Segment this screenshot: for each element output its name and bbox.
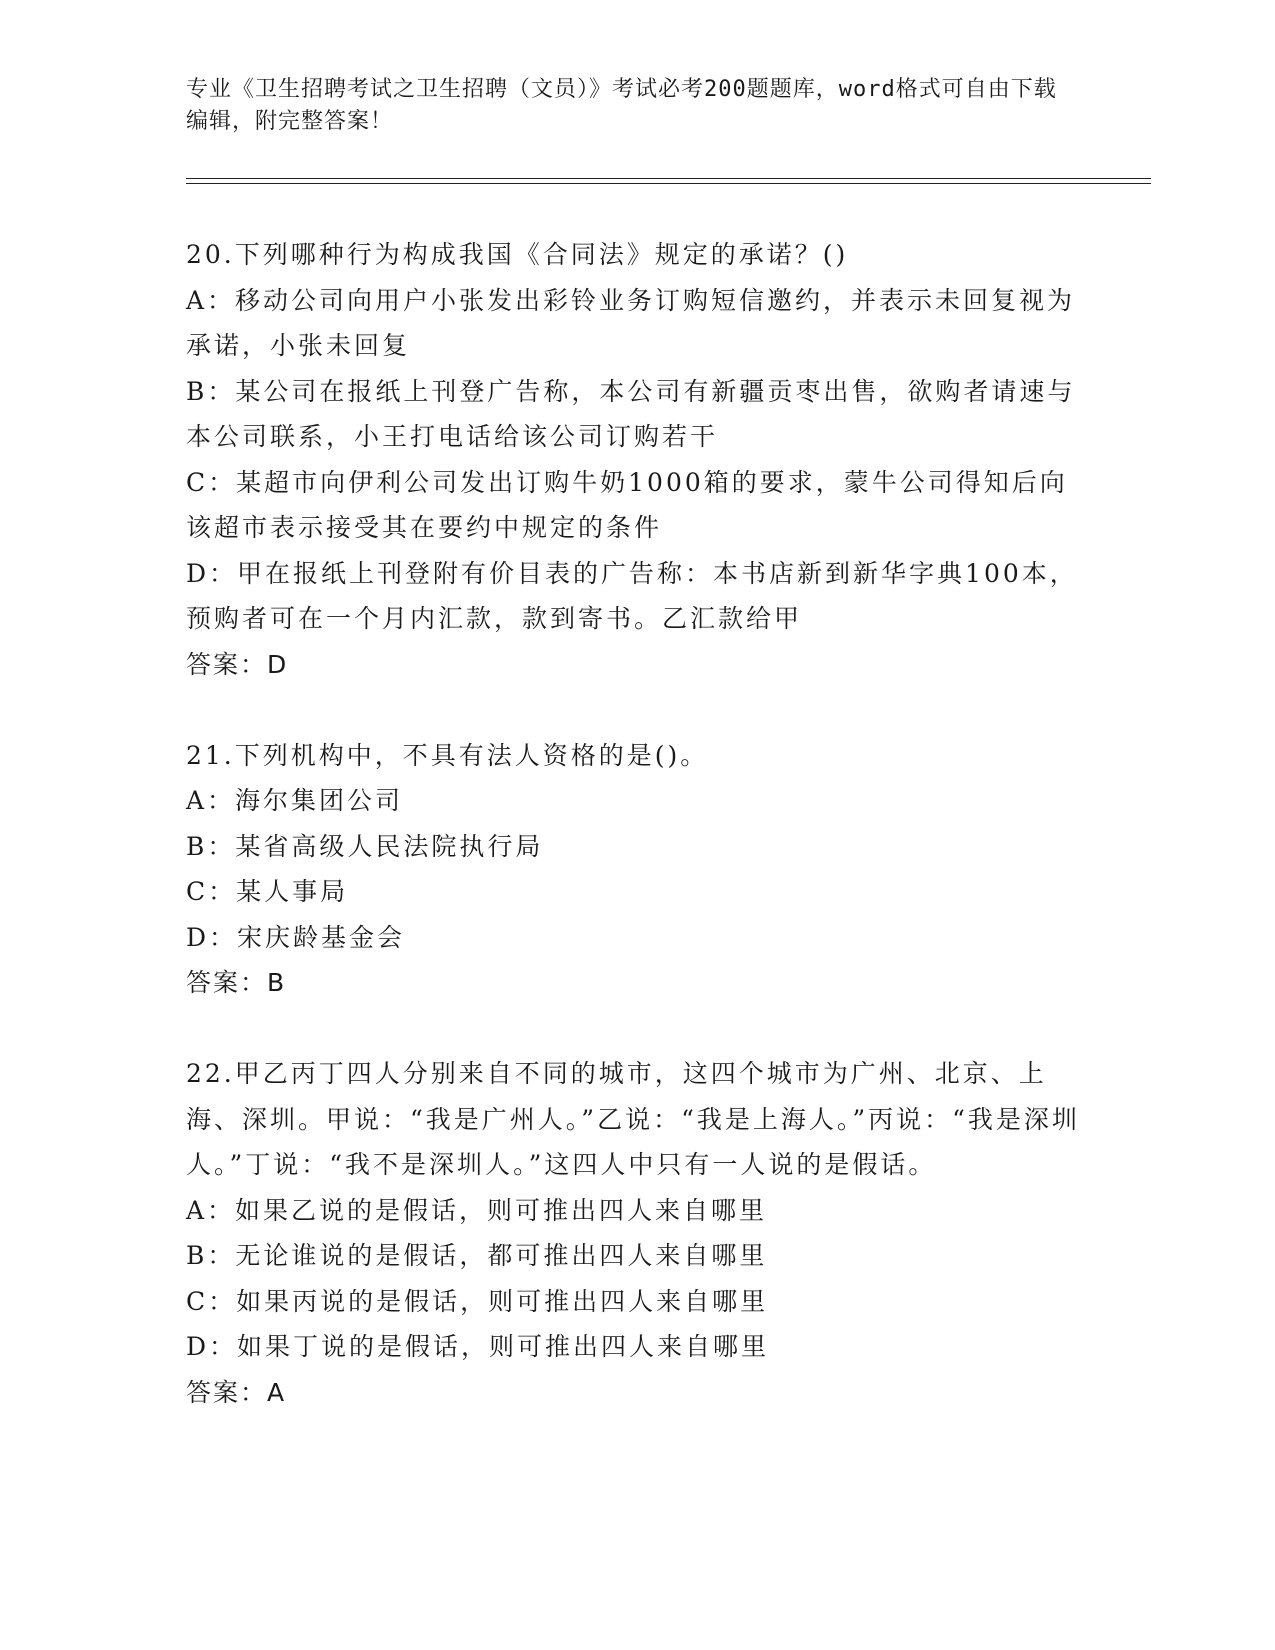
question-stem: 22.甲乙丙丁四人分别来自不同的城市，这四个城市为广州、北京、上海、深圳。甲说：“我是广州人。”乙说：“我是上海人。”丙说：“我是深圳人。”丁说：“我不是深圳人。”这四人中只有一人说的是假话。 [186,1059,1080,1179]
option-c: C：某人事局 [186,877,349,906]
answer-line: 答案：B [186,968,287,997]
question-20 [186,232,1086,687]
option-d: D：甲在报纸上刊登附有价目表的广告称：本书店新到新华字典100本，预购者可在一个月内汇款，款到寄书。乙汇款给甲 [186,558,1078,633]
question-stem: 21.下列机构中，不具有法人资格的是()。 [186,740,709,770]
answer-line: 答案：A [186,1377,287,1407]
answer-line: 答案：D [186,649,289,679]
question-21 [186,733,1086,1006]
option-b: B：某公司在报纸上刊登广告称，本公司有新疆贡枣出售，欲购者请速与本公司联系，小王打电话给该公司订购若干 [186,376,1076,451]
option-a: A：移动公司向用户小张发出彩铃业务订购短信邀约，并表示未回复视为承诺，小张未回复 [186,285,1076,360]
option-c: C：如果丙说的是假话，则可推出四人来自哪里 [186,1286,769,1316]
document-header: 专业《卫生招聘考试之卫生招聘（文员）》考试必考200题题库，word格式可自由下载编辑，附完整答案！ [186,77,1057,134]
question-stem: 20.下列哪种行为构成我国《合同法》规定的承诺？() [186,240,849,269]
option-a: A：海尔集团公司 [186,786,404,815]
option-b: B：某省高级人民法院执行局 [186,831,544,861]
question-22 [186,1051,1086,1415]
option-a: A：如果乙说的是假话，则可推出四人来自哪里 [186,1195,768,1225]
option-d: D：宋庆龄基金会 [186,922,406,952]
question-list [186,232,1086,1461]
header-divider-top [186,178,1151,179]
option-b: B：无论谁说的是假话，都可推出四人来自哪里 [186,1241,768,1270]
option-d: D：如果丁说的是假话，则可推出四人来自哪里 [186,1332,770,1361]
option-c: C：某超市向伊利公司发出订购牛奶1000箱的要求，蒙牛公司得知后向该超市表示接受其在要约中规定的条件 [186,467,1068,542]
header-divider-bottom [186,183,1151,184]
